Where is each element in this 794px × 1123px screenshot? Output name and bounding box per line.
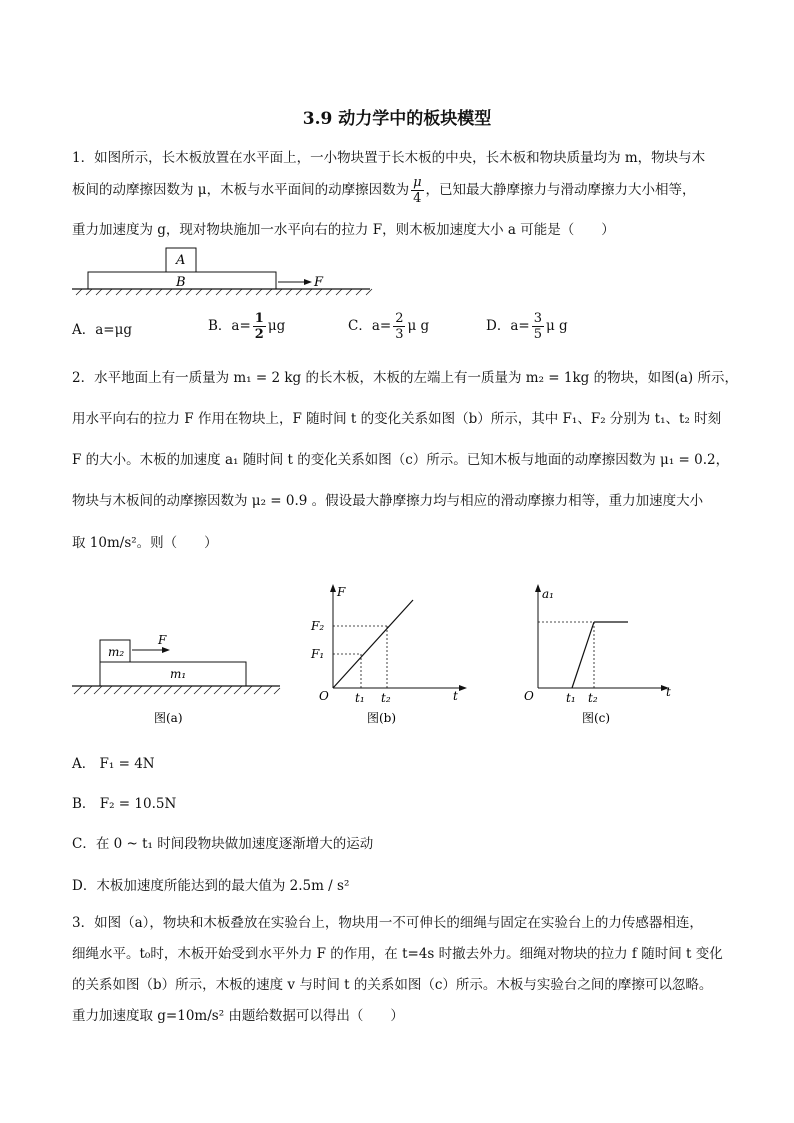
q2-option-c[interactable]: C．在 0 ~ t₁ 时间段物块做加速度逐渐增大的运动 xyxy=(72,836,374,852)
q2-caption-a: 图(a) xyxy=(154,711,183,725)
q2-c-rise-line xyxy=(572,622,594,688)
q1-frac-num: μ xyxy=(413,175,422,190)
q2-c-label-t2: t₂ xyxy=(588,691,598,705)
q1-figure xyxy=(70,244,380,296)
q2-caption-b: 图(b) xyxy=(367,711,397,725)
q2-ground-hatch xyxy=(74,686,280,694)
q1-text-line1: 1．如图所示，长木板放置在水平面上，一小物块置于长木板的中央，长木板和物块质量均为 m，物块与木 xyxy=(72,150,706,166)
q3-text-line1: 3．如图（a），物块和木板叠放在实验台上，物块用一不可伸长的细绳与固定在实验台上的力传感器相连， xyxy=(72,915,703,931)
q1-text-line2-b: ，已知最大静摩擦力与滑动摩擦力大小相等， xyxy=(425,182,696,198)
q3-text-line4: 重力加速度取 g=10m/s² 由题给数据可以得出（ ） xyxy=(72,1008,404,1024)
q1-option-b-post: μg xyxy=(267,318,286,334)
q2-b-label-t1: t₁ xyxy=(355,691,365,705)
q2-figure-b xyxy=(305,580,475,728)
q2-c-y-arrow xyxy=(535,584,541,592)
q1-option-d-frac xyxy=(532,312,544,341)
q2-b-y-arrow xyxy=(330,584,336,592)
q1-option-c-num: 2 xyxy=(395,311,404,326)
q2-figure-a xyxy=(70,628,285,728)
q1-text-line2 xyxy=(72,176,696,205)
q1-ground-hatch xyxy=(76,289,372,295)
q2-option-b[interactable]: B． F₂ = 10.5N xyxy=(72,796,177,812)
q1-option-b-pre: B．a= xyxy=(208,318,251,334)
q1-text-line2-a: 板间的动摩擦因数为 μ，木板与水平面间的动摩擦因数为 xyxy=(72,182,410,198)
q1-option-c-post: μ g xyxy=(407,318,430,334)
q1-option-b[interactable] xyxy=(208,312,285,341)
q2-label-m1: m₁ xyxy=(170,667,187,681)
q2-b-label-origin: O xyxy=(319,689,329,703)
q1-option-d-post: μ g xyxy=(545,318,568,334)
q1-option-a[interactable]: A．a=μg xyxy=(72,322,133,338)
q1-fraction-mu-over-4 xyxy=(411,176,423,205)
q1-option-b-frac xyxy=(253,312,266,341)
q1-option-b-num: 1 xyxy=(254,311,264,326)
q1-option-d-den: 5 xyxy=(533,327,542,342)
q1-label-a: A xyxy=(176,253,186,268)
q2-option-d[interactable]: D．木板加速度所能达到的最大值为 2.5m / s² xyxy=(72,878,350,894)
q3-text-line2: 细绳水平。t₀时，木板开始受到水平外力 F 的作用，在 t=4s 时撤去外力。细绳对物块的拉力 f 随时间 t 变化 xyxy=(72,946,723,962)
q1-option-c-frac xyxy=(393,312,405,341)
q2-b-x-arrow xyxy=(459,685,467,691)
q2-b-label-t2: t₂ xyxy=(381,691,391,705)
q1-option-c-den: 3 xyxy=(395,327,404,342)
page-title: 3.9 动力学中的板块模型 xyxy=(302,109,492,129)
q3-text-line3: 的关系如图（b）所示，木板的速度 v 与时间 t 的关系如图（c）所示。木板与实验台之间的摩擦可以忽略。 xyxy=(72,977,713,993)
q1-option-d-num: 3 xyxy=(533,311,542,326)
q2-label-m2: m₂ xyxy=(108,645,125,659)
q2-b-label-f: F xyxy=(337,585,346,599)
q2-text-line3: F 的大小。木板的加速度 a₁ 随时间 t 的变化关系如图（c）所示。已知木板与地面的动摩擦因数为 μ₁ = 0.2， xyxy=(72,452,730,468)
q1-frac-den: 4 xyxy=(413,191,422,206)
q2-caption-c: 图(c) xyxy=(582,711,611,725)
q2-c-label-t1: t₁ xyxy=(566,691,576,705)
q2-b-label-f1: F₁ xyxy=(311,647,325,661)
q1-force-arrow-head xyxy=(304,279,312,285)
q2-text-line2: 用水平向右的拉力 F 作用在物块上，F 随时间 t 的变化关系如图（b）所示，其中 F₁、F₂ 分别为 t₁、t₂ 时刻 xyxy=(72,411,722,427)
q2-b-f-line xyxy=(333,600,413,688)
q2-text-line5: 取 10m/s²。则（ ） xyxy=(72,535,218,551)
q2-text-line1: 2．水平地面上有一质量为 m₁ = 2 kg 的长木板，木板的左端上有一质量为 m₂ = 1kg 的物块，如图(a) 所示， xyxy=(72,370,738,386)
q2-b-label-t: t xyxy=(453,689,458,703)
q2-label-f: F xyxy=(158,633,167,647)
q2-c-label-a1: a₁ xyxy=(542,587,554,601)
q2-c-label-origin: O xyxy=(524,689,534,703)
q2-b-label-f2: F₂ xyxy=(311,619,325,633)
q1-label-f: F xyxy=(314,275,324,290)
q2-text-line4: 物块与木板间的动摩擦因数为 μ₂ = 0.9 。假设最大静摩擦力均与相应的滑动摩擦力相等，重力加速度大小 xyxy=(72,493,704,509)
q1-option-b-den: 2 xyxy=(254,327,264,342)
q2-option-a[interactable]: A． F₁ = 4N xyxy=(72,756,155,772)
q2-c-label-t: t xyxy=(666,685,671,699)
q2-force-arrow-head xyxy=(162,647,170,653)
q1-option-c[interactable] xyxy=(348,312,429,341)
q1-label-b: B xyxy=(176,275,186,290)
q1-option-d[interactable] xyxy=(486,312,568,341)
q1-option-d-pre: D．a= xyxy=(486,318,530,334)
q2-figure-c xyxy=(510,580,680,728)
q1-option-c-pre: C．a= xyxy=(348,318,392,334)
q1-text-line3: 重力加速度为 g，现对物块施加一水平向右的拉力 F，则木板加速度大小 a 可能是（ ） xyxy=(72,222,615,238)
